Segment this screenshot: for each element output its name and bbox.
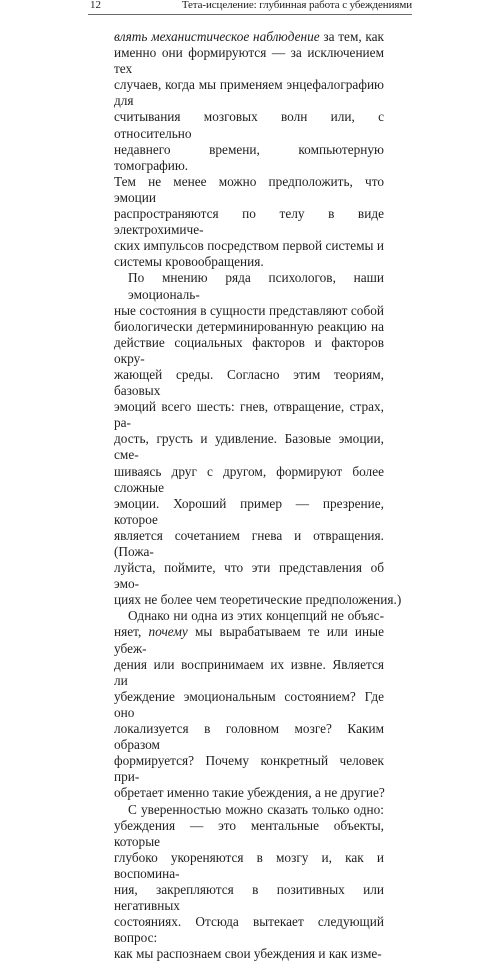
text-line bbox=[114, 367, 384, 399]
text-run: шиваясь друг с другом, формируют более сложные bbox=[114, 464, 384, 495]
text-line bbox=[114, 45, 384, 77]
text-run: случаев, когда мы применяем энцефалографию для bbox=[114, 77, 384, 108]
text-run: локализуется в головном мозге? Каким образом bbox=[114, 721, 384, 752]
text-line bbox=[114, 29, 384, 45]
text-line bbox=[114, 496, 384, 528]
text-line bbox=[114, 206, 384, 238]
text-run: дость, грусть и удивление. Базовые эмоции, сме- bbox=[114, 431, 384, 462]
running-header bbox=[88, 0, 412, 15]
text-run: убеждение эмоциональным состоянием? Где оно bbox=[114, 689, 384, 720]
italic-run: влять механистическое наблюдение bbox=[114, 29, 320, 44]
text-line bbox=[114, 109, 384, 141]
text-run: состояниях. Отсюда вытекает следующий вопрос: bbox=[114, 914, 384, 945]
text-line bbox=[114, 657, 384, 689]
text-run: луйста, поймите, что эти представления об эмо- bbox=[114, 560, 384, 591]
body-text bbox=[114, 29, 384, 962]
text-line bbox=[114, 946, 384, 962]
text-line bbox=[114, 254, 384, 270]
text-line bbox=[114, 238, 384, 254]
text-line bbox=[114, 270, 384, 302]
text-line bbox=[114, 464, 384, 496]
text-line bbox=[114, 528, 384, 560]
text-run: системы кровообращения. bbox=[114, 254, 264, 269]
text-line bbox=[114, 802, 384, 818]
text-run: жающей среды. Согласно этим теориям, базовых bbox=[114, 367, 384, 398]
text-line bbox=[114, 319, 384, 335]
paragraph bbox=[114, 270, 384, 608]
text-run: мы вырабатываем те или иные убеж- bbox=[114, 624, 384, 655]
text-line bbox=[114, 624, 384, 656]
text-line bbox=[114, 785, 384, 801]
text-line bbox=[114, 882, 384, 914]
text-run: Однако ни одна из этих концепций не объяс- bbox=[128, 608, 384, 623]
text-run: няет, bbox=[114, 624, 149, 639]
text-line bbox=[114, 335, 384, 367]
text-line bbox=[114, 77, 384, 109]
running-header-title: Тета-исцеление: глубинная работа с убеждениями bbox=[182, 0, 412, 11]
text-run: распространяются по телу в виде электрохимиче- bbox=[114, 206, 384, 237]
text-line bbox=[114, 818, 384, 850]
text-line bbox=[114, 850, 384, 882]
text-run: ния, закрепляются в позитивных или негативных bbox=[114, 882, 384, 913]
text-run: убеждения — это ментальные объекты, которые bbox=[114, 818, 384, 849]
text-line bbox=[114, 399, 384, 431]
paragraph bbox=[114, 29, 384, 270]
text-run: за тем, как bbox=[320, 29, 384, 44]
text-run: как мы распознаем свои убеждения и как изме- bbox=[114, 946, 382, 961]
text-run: считывания мозговых волн или, с относительно bbox=[114, 109, 384, 140]
text-line bbox=[114, 303, 384, 319]
text-line bbox=[114, 914, 384, 946]
paragraph bbox=[114, 608, 384, 801]
text-run: обретает именно такие убеждения, а не другие? bbox=[114, 785, 385, 800]
text-run: ских импульсов посредством первой системы и bbox=[114, 238, 384, 253]
text-line bbox=[114, 174, 384, 206]
text-run: глубоко укореняются в мозгу и, как и воспомина- bbox=[114, 850, 384, 881]
text-line bbox=[114, 608, 384, 624]
text-run: По мнению ряда психологов, наши эмоциональ- bbox=[128, 270, 384, 301]
page-number: 12 bbox=[90, 0, 101, 11]
text-run: Тем не менее можно предположить, что эмоции bbox=[114, 174, 384, 205]
text-run: дения или воспринимаем их извне. Является ли bbox=[114, 657, 384, 688]
italic-run: почему bbox=[149, 624, 188, 639]
text-run: биологически детерминированную реакцию на bbox=[114, 319, 384, 334]
text-line bbox=[114, 560, 384, 592]
text-run: формируется? Почему конкретный человек при- bbox=[114, 753, 384, 784]
text-run: именно они формируются — за исключением тех bbox=[114, 45, 384, 76]
text-line bbox=[114, 689, 384, 721]
text-line bbox=[114, 721, 384, 753]
text-line bbox=[114, 142, 384, 174]
text-run: эмоции. Хороший пример — презрение, которое bbox=[114, 496, 384, 527]
paragraph bbox=[114, 802, 384, 962]
text-line bbox=[114, 753, 384, 785]
text-run: недавнего времени, компьютерную томографию. bbox=[114, 142, 384, 173]
text-line bbox=[114, 592, 384, 608]
text-run: эмоций всего шесть: гнев, отвращение, страх, ра- bbox=[114, 399, 384, 430]
text-line bbox=[114, 431, 384, 463]
text-run: является сочетанием гнева и отвращения. (Пожа- bbox=[114, 528, 384, 559]
text-run: действие социальных факторов и факторов окру- bbox=[114, 335, 384, 366]
text-run: циях не более чем теоретические предположения.) bbox=[114, 592, 401, 607]
text-run: С уверенностью можно сказать только одно: bbox=[128, 802, 384, 817]
text-run: ные состояния в сущности представляют собой bbox=[114, 303, 384, 318]
